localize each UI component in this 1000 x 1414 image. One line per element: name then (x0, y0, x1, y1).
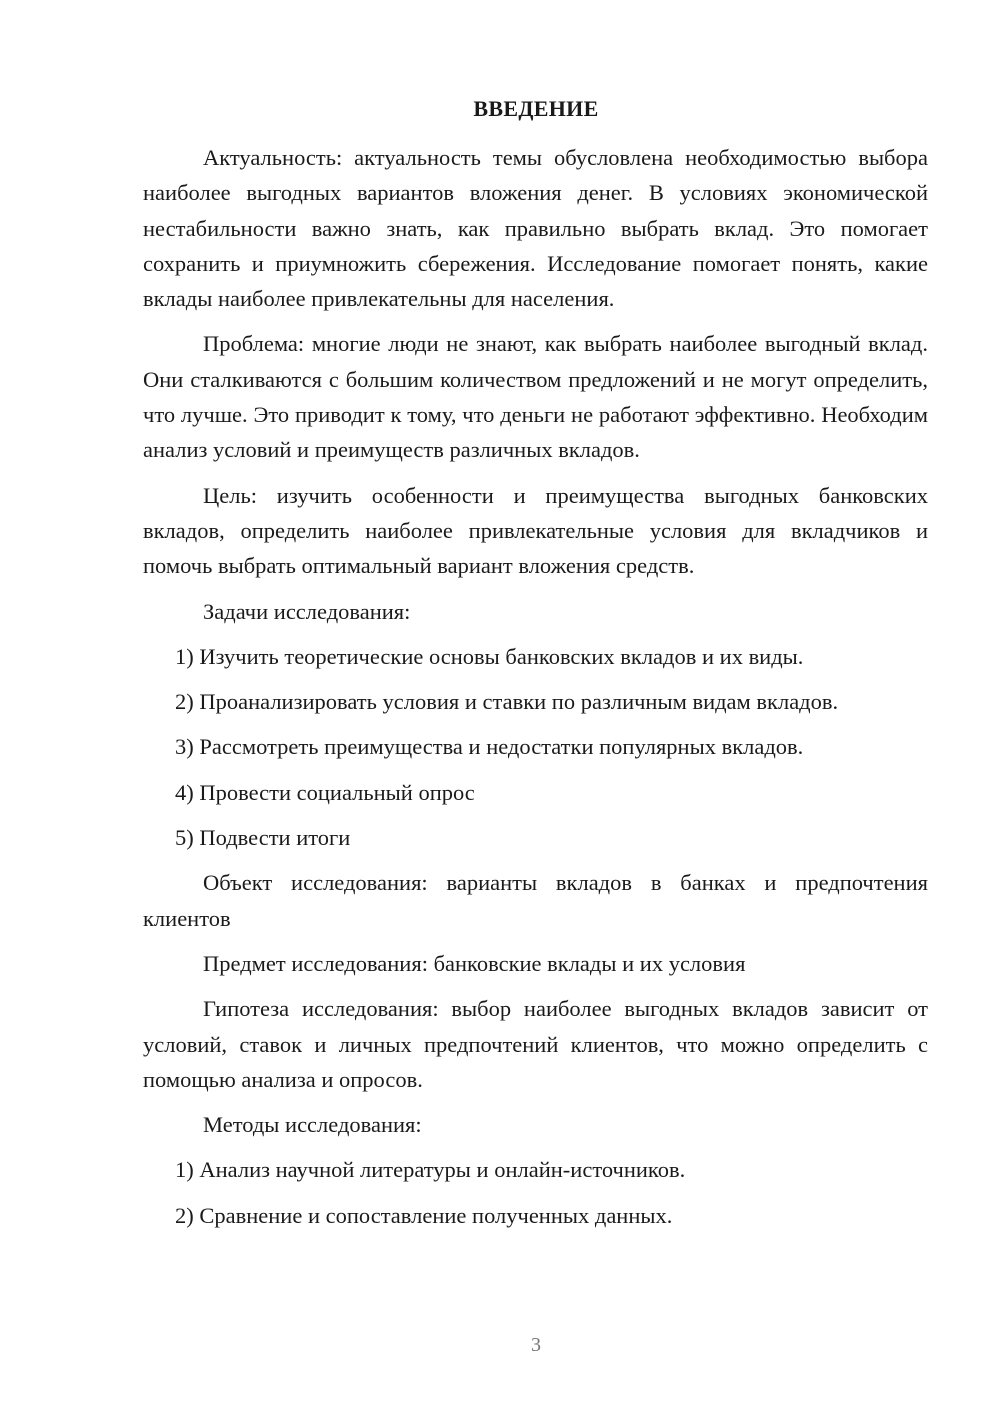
methods-list (143, 1152, 928, 1233)
paragraph-subject: Предмет исследования: банковские вклады и их условия (203, 950, 746, 976)
list-item: 3) Рассмотреть преимущества и недостатки популярных вкладов. (175, 734, 804, 760)
page-number: 3 (531, 1334, 541, 1356)
paragraph-hypothesis: Гипотеза исследования: выбор наиболее выгодных вкладов зависит от условий, ставок и личных предпочтений клиентов, что можно определить с помощью анализа и опросов. (143, 996, 928, 1092)
list-item: 5) Подвести итоги (175, 825, 351, 851)
list-item: 1) Изучить теоретические основы банковских вкладов и их виды. (175, 643, 804, 669)
tasks-heading: Задачи исследования: (203, 598, 411, 624)
body-text (143, 140, 928, 1243)
paragraph-relevance: Актуальность: актуальность темы обусловлена необходимостью выбора наиболее выгодных вариантов вложения денег. В условиях экономической нестабильности важно знать, как правильно выбрать вклад. Это помогает сохранить и приумножить сбережения. Исследование помогает понять, какие вклады наиболее привлекательны для населения. (143, 145, 928, 312)
list-item: 2) Сравнение и сопоставление полученных данных. (175, 1202, 673, 1228)
paragraph-object: Объект исследования: варианты вкладов в банках и предпочтения клиентов (143, 870, 928, 931)
paragraph-goal: Цель: изучить особенности и преимущества выгодных банковских вкладов, определить наиболее привлекательные условия для вкладчиков и помочь выбрать оптимальный вариант вложения средств. (143, 482, 928, 579)
paragraph-problem: Проблема: многие люди не знают, как выбрать наиболее выгодный вклад. Они сталкиваются с большим количеством предложений и не могут определить, что лучше. Это приводит к тому, что деньги не работают эффективно. Необходим анализ условий и преимуществ различных вкладов. (143, 331, 928, 463)
list-item: 4) Провести социальный опрос (175, 779, 475, 805)
list-item: 1) Анализ научной литературы и онлайн-источников. (175, 1157, 686, 1183)
list-item: 2) Проанализировать условия и ставки по различным видам вкладов. (175, 689, 839, 715)
tasks-list (143, 639, 928, 855)
methods-heading: Методы исследования: (203, 1112, 422, 1138)
page-title: ВВЕДЕНИЕ (473, 96, 599, 121)
